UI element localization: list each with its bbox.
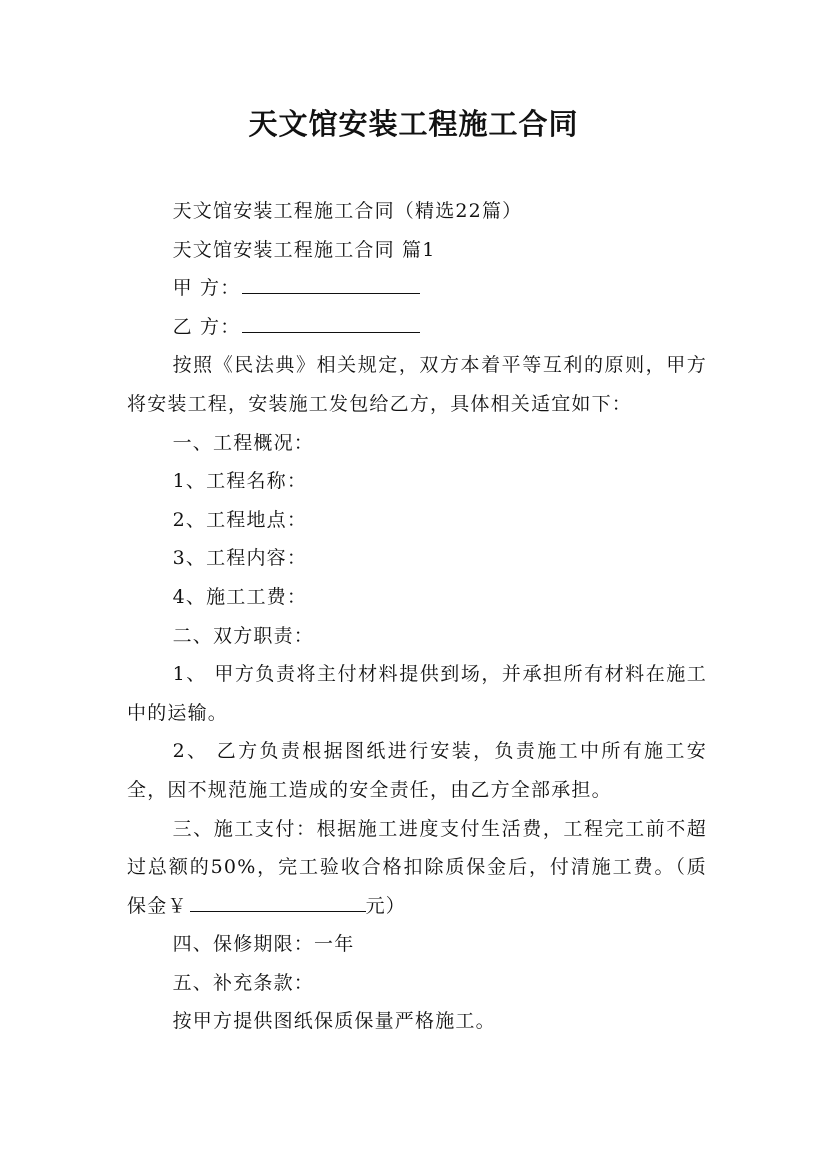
item-2-1: 1、 甲方负责将主付材料提供到场，并承担所有材料在施工中的运输。 <box>127 663 707 724</box>
article-heading: 天文馆安装工程施工合同 篇1 <box>172 238 436 261</box>
party-a-blank <box>242 274 420 294</box>
item-1-1: 1、工程名称： <box>172 470 308 493</box>
section-3-paragraph <box>127 810 707 926</box>
document-title: 天文馆安装工程施工合同 <box>248 107 579 141</box>
intro-paragraph: 按照《民法典》相关规定，双方本着平等互利的原则，甲方将安装工程，安装施工发包给乙方，具体相关适宜如下： <box>127 354 707 415</box>
party-a-line <box>127 269 707 308</box>
party-a-label: 甲 方： <box>172 277 241 300</box>
party-b-line <box>127 308 707 347</box>
subtitle: 天文馆安装工程施工合同（精选22篇） <box>172 200 523 222</box>
section-5-text: 按甲方提供图纸保质保量严格施工。 <box>172 1010 496 1033</box>
section-3-text: 三、施工支付：根据施工进度支付生活费，工程完工前不超过总额的50%，完工验收合格扣除质保金后，付清施工费。（质保金￥ <box>127 817 707 917</box>
item-1-2: 2、工程地点： <box>172 508 308 531</box>
item-1-4: 4、施工工费： <box>172 585 308 608</box>
item-2-2: 2、 乙方负责根据图纸进行安装，负责施工中所有施工安全，因不规范施工造成的安全责任，由乙方全部承担。 <box>127 740 707 801</box>
deposit-blank <box>190 892 366 912</box>
party-b-label: 乙 方： <box>172 315 241 338</box>
section-1-heading: 一、工程概况： <box>172 431 314 454</box>
section-5-heading: 五、补充条款： <box>172 971 314 994</box>
item-1-3: 3、工程内容： <box>172 547 308 570</box>
section-4-heading: 四、保修期限：一年 <box>172 933 355 956</box>
party-b-blank <box>242 313 420 333</box>
document-body <box>127 192 707 1041</box>
section-2-heading: 二、双方职责： <box>172 624 314 647</box>
section-3-unit: 元） <box>365 894 407 917</box>
